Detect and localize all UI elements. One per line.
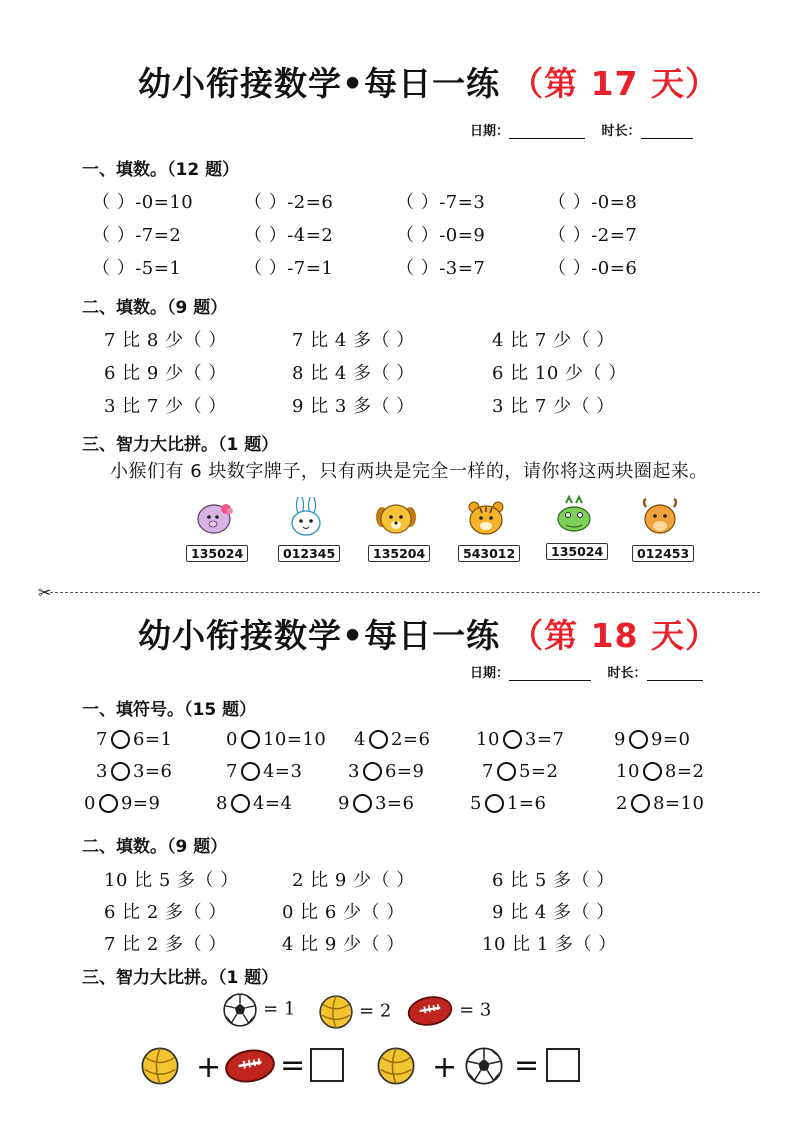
number-card[interactable]: 012345: [278, 545, 340, 562]
soccer-ball-icon: [464, 1046, 504, 1086]
answer-box[interactable]: [310, 1048, 344, 1082]
answer-box[interactable]: [546, 1048, 580, 1082]
date-field[interactable]: [509, 668, 591, 681]
rugby-ball-icon: [224, 1047, 276, 1085]
compare-item[interactable]: 9 比 3 多（ ）: [292, 396, 415, 417]
compare-item[interactable]: 4 比 7 少（ ）: [492, 330, 615, 351]
page-title-day18: [138, 610, 719, 657]
equation[interactable]: （ ）-0=10: [92, 192, 194, 213]
pig-icon: [186, 497, 242, 537]
equation[interactable]: （ ）-0=6: [548, 258, 638, 279]
equation[interactable]: （ ）-7=1: [244, 258, 334, 279]
blank-circle[interactable]: [631, 794, 650, 813]
tiger-card[interactable]: [458, 497, 520, 562]
puzzle-description: 小猴们有 6 块数字牌子，只有两块是完全一样的，请你将这两块圈起来。: [110, 461, 708, 482]
compare-item[interactable]: 3 比 7 少（ ）: [104, 396, 227, 417]
number-card[interactable]: 543012: [458, 545, 520, 562]
blank-circle[interactable]: [503, 730, 522, 749]
compare-item[interactable]: 10 比 5 多（ ）: [104, 870, 239, 891]
compare-item[interactable]: 8 比 4 多（ ）: [292, 363, 415, 384]
compare-item[interactable]: 7 比 2 多（ ）: [104, 934, 227, 955]
scissors-icon: ✂: [38, 583, 52, 602]
equals-sign: =: [280, 1048, 306, 1083]
ox-card[interactable]: [632, 497, 694, 562]
equation[interactable]: （ ）-7=3: [396, 192, 486, 213]
symbol-equation[interactable]: 0 9=9: [84, 793, 161, 814]
dragon-card[interactable]: [546, 495, 608, 560]
ball-equation-1-rugby: [224, 1047, 276, 1089]
compare-item[interactable]: 3 比 7 少（ ）: [492, 396, 615, 417]
ball-equation-2: [376, 1046, 416, 1090]
compare-item[interactable]: 6 比 10 少（ ）: [492, 363, 627, 384]
compare-item[interactable]: 10 比 1 多（ ）: [482, 934, 617, 955]
symbol-equation[interactable]: 7 6=1: [96, 729, 173, 750]
rugby-ball-legend: [406, 994, 491, 1028]
time-label: 时长：: [607, 666, 647, 681]
compare-item[interactable]: 0 比 6 少（ ）: [282, 902, 405, 923]
blank-circle[interactable]: [353, 794, 372, 813]
blank-circle[interactable]: [111, 730, 130, 749]
ox-icon: [632, 497, 688, 537]
equation[interactable]: （ ）-3=7: [396, 258, 486, 279]
time-field[interactable]: [641, 126, 693, 139]
rabbit-icon: [278, 497, 334, 537]
dragon-icon: [546, 495, 602, 535]
compare-item[interactable]: 2 比 9 少（ ）: [292, 870, 415, 891]
blank-circle[interactable]: [369, 730, 388, 749]
compare-item[interactable]: 6 比 2 多（ ）: [104, 902, 227, 923]
symbol-equation[interactable]: 7 5=2: [482, 761, 559, 782]
equals-sign: =: [514, 1048, 540, 1083]
number-card[interactable]: 135024: [546, 543, 608, 560]
page-title-day17: [138, 58, 719, 105]
symbol-equation[interactable]: 9 3=6: [338, 793, 415, 814]
blank-circle[interactable]: [231, 794, 250, 813]
plus-sign: +: [432, 1050, 458, 1085]
section-heading: 二、填数。（9 题）: [82, 837, 228, 857]
date-time-line-day17: [470, 120, 693, 139]
blank-circle[interactable]: [111, 762, 130, 781]
volleyball-legend: [318, 994, 391, 1030]
legend-value: = 3: [459, 999, 492, 1021]
day-number: （第 17 天）: [510, 64, 719, 103]
dog-icon: [368, 497, 424, 537]
equation[interactable]: （ ）-7=2: [92, 225, 182, 246]
number-card[interactable]: 135024: [186, 545, 248, 562]
equation[interactable]: （ ）-0=8: [548, 192, 638, 213]
section-heading: 一、填符号。（15 题）: [82, 700, 257, 720]
volleyball-icon: [376, 1046, 416, 1086]
date-label: 日期：: [470, 124, 510, 139]
rugby-ball-icon: [406, 994, 454, 1028]
blank-circle[interactable]: [629, 730, 648, 749]
symbol-equation[interactable]: 3 6=9: [348, 761, 425, 782]
ball-equation-1: [140, 1046, 180, 1086]
volleyball-icon: [318, 994, 354, 1030]
number-card[interactable]: 135204: [368, 545, 430, 562]
equation[interactable]: （ ）-5=1: [92, 258, 182, 279]
soccer-ball-icon: [222, 992, 258, 1028]
compare-item[interactable]: 6 比 9 少（ ）: [104, 363, 227, 384]
section-heading: 一、填数。（12 题）: [82, 160, 240, 180]
date-label: 日期：: [470, 666, 510, 681]
time-field[interactable]: [647, 668, 703, 681]
soccer-ball-legend: [222, 992, 295, 1028]
equation[interactable]: （ ）-2=6: [244, 192, 334, 213]
blank-circle[interactable]: [99, 794, 118, 813]
equation[interactable]: （ ）-2=7: [548, 225, 638, 246]
date-time-line-day18: [470, 662, 703, 681]
plus-sign: +: [196, 1050, 222, 1085]
blank-circle[interactable]: [497, 762, 516, 781]
section-heading: 三、智力大比拼。（1 题）: [82, 435, 279, 455]
date-field[interactable]: [509, 126, 585, 139]
section-heading: 三、智力大比拼。（1 题）: [82, 968, 279, 988]
ball-equation-2-soccer: [464, 1046, 504, 1090]
compare-item[interactable]: 9 比 4 多（ ）: [492, 902, 615, 923]
cut-line-divider: [50, 592, 760, 593]
compare-item[interactable]: 7 比 4 多（ ）: [292, 330, 415, 351]
title-text: 幼小衔接数学•每日一练: [138, 64, 501, 103]
compare-item[interactable]: 6 比 5 多（ ）: [492, 870, 615, 891]
pig-card[interactable]: [186, 497, 248, 562]
symbol-equation[interactable]: 3 3=6: [96, 761, 173, 782]
title-text: 幼小衔接数学•每日一练: [138, 616, 501, 655]
symbol-equation[interactable]: 10 3=7: [476, 729, 565, 750]
time-label: 时长：: [601, 124, 641, 139]
legend-value: = 1: [263, 998, 296, 1020]
volleyball-icon: [140, 1046, 180, 1086]
rabbit-card[interactable]: [278, 497, 340, 562]
dog-card[interactable]: [368, 497, 430, 562]
compare-item[interactable]: 7 比 8 少（ ）: [104, 330, 227, 351]
symbol-equation[interactable]: 5 1=6: [470, 793, 547, 814]
symbol-equation[interactable]: 2 8=10: [616, 793, 705, 814]
blank-circle[interactable]: [485, 794, 504, 813]
number-card[interactable]: 012453: [632, 545, 694, 562]
symbol-equation[interactable]: 10 8=2: [616, 761, 705, 782]
blank-circle[interactable]: [241, 730, 260, 749]
compare-item[interactable]: 4 比 9 少（ ）: [282, 934, 405, 955]
blank-circle[interactable]: [643, 762, 662, 781]
blank-circle[interactable]: [363, 762, 382, 781]
blank-circle[interactable]: [241, 762, 260, 781]
tiger-icon: [458, 497, 514, 537]
equation[interactable]: （ ）-4=2: [244, 225, 334, 246]
day-number: （第 18 天）: [510, 616, 719, 655]
symbol-equation[interactable]: 7 4=3: [226, 761, 303, 782]
section-heading: 二、填数。（9 题）: [82, 298, 228, 318]
symbol-equation[interactable]: 9 9=0: [614, 729, 691, 750]
equation[interactable]: （ ）-0=9: [396, 225, 486, 246]
symbol-equation[interactable]: 0 10=10: [226, 729, 327, 750]
symbol-equation[interactable]: 8 4=4: [216, 793, 293, 814]
legend-value: = 2: [359, 1000, 392, 1022]
symbol-equation[interactable]: 4 2=6: [354, 729, 431, 750]
